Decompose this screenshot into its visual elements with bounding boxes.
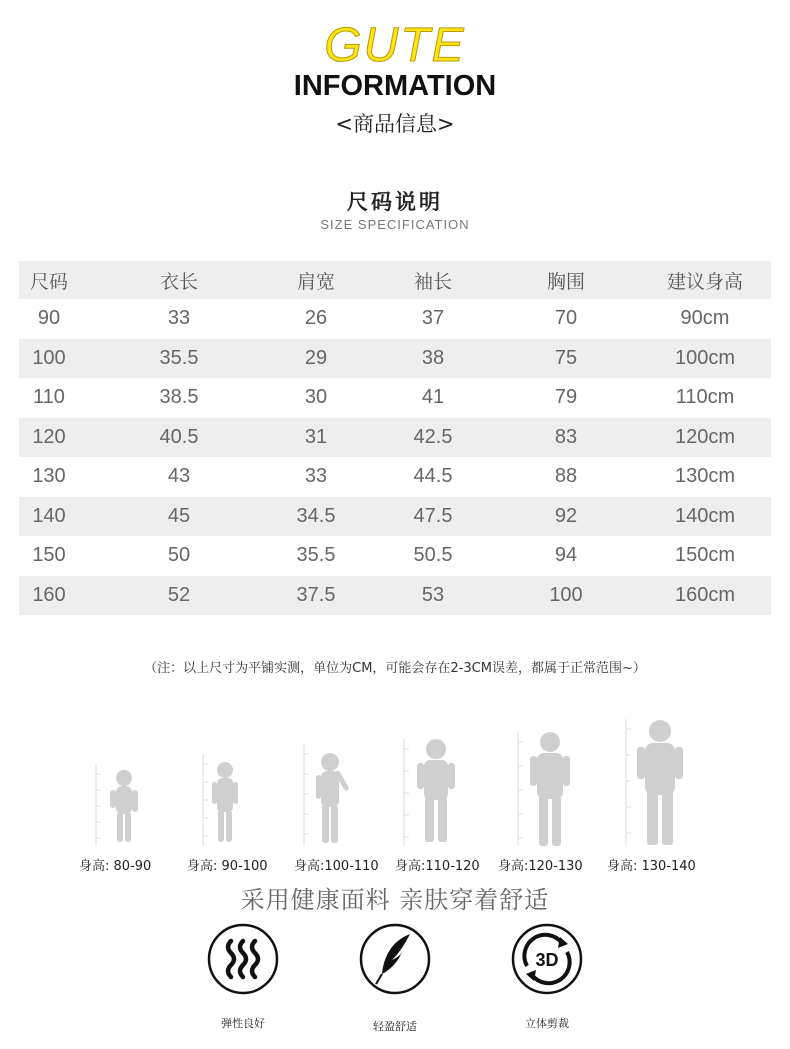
measurement-note: （注：以上尺寸为平铺实测，单位为CM，可能会存在2-3CM误差，都属于正常范围~） (144, 661, 646, 676)
table-cell: 33 (304, 465, 328, 488)
table-cell: 44.5 (413, 465, 453, 488)
child-silhouette-icon (398, 735, 468, 850)
table-cell: 75 (554, 346, 578, 369)
table-cell: 92 (554, 504, 578, 527)
table-cell: 100 (32, 346, 66, 369)
table-cell: 90cm (680, 307, 730, 330)
table-row (19, 576, 771, 616)
table-cell: 35.5 (159, 346, 199, 369)
table-cell: 41 (421, 386, 445, 409)
child-silhouette-icon (510, 728, 580, 850)
3d-icon-text: 3D (535, 950, 559, 970)
table-cell: 40.5 (159, 425, 199, 448)
table-cell: 47.5 (413, 504, 453, 527)
table-cell: 43 (167, 465, 191, 488)
table-row (19, 299, 771, 339)
table-cell: 130cm (674, 465, 736, 488)
table-row (19, 497, 771, 537)
table-row (19, 457, 771, 497)
table-cell: 160cm (674, 583, 736, 606)
feature-label: 弹性良好 (221, 1017, 265, 1030)
table-cell: 37 (421, 307, 445, 330)
table-cell: 140cm (674, 504, 736, 527)
table-cell: 30 (304, 386, 328, 409)
column-header: 胸围 (546, 270, 585, 293)
table-cell: 110 (33, 386, 65, 409)
table-row (19, 378, 771, 418)
table-cell: 45 (167, 504, 191, 527)
column-header: 尺码 (29, 270, 68, 293)
size-table (19, 261, 771, 615)
table-cell: 83 (554, 425, 578, 448)
height-label: 身高:100-110 (294, 859, 379, 874)
table-cell: 53 (421, 583, 445, 606)
table-cell: 52 (167, 583, 191, 606)
table-cell: 50.5 (413, 544, 453, 567)
child-silhouette-icon (88, 760, 148, 850)
child-silhouette-icon (618, 715, 693, 850)
table-cell: 31 (304, 425, 328, 448)
table-cell: 34.5 (296, 504, 336, 527)
table-cell: 70 (554, 307, 578, 330)
height-label: 身高:120-130 (498, 859, 583, 874)
table-cell: 33 (167, 307, 191, 330)
page-title: INFORMATION (293, 70, 497, 102)
feather-icon (358, 922, 432, 996)
table-cell: 160 (32, 583, 66, 606)
table-cell: 88 (554, 465, 578, 488)
table-cell: 120cm (674, 425, 736, 448)
brand-logo-text: GUTE (324, 19, 466, 72)
table-cell: 42.5 (413, 425, 453, 448)
table-cell: 26 (304, 307, 328, 330)
child-silhouette-icon (298, 740, 358, 850)
table-row (19, 418, 771, 458)
table-cell: 140 (32, 504, 66, 527)
table-cell: 50 (167, 544, 191, 567)
table-cell: 38 (421, 346, 445, 369)
table-row (19, 536, 771, 576)
table-cell: 94 (554, 544, 578, 567)
table-cell: 150 (32, 544, 66, 567)
table-cell: 100cm (674, 346, 736, 369)
3d-cut-icon (510, 922, 584, 996)
table-cell: 35.5 (296, 544, 336, 567)
table-cell: 38.5 (159, 386, 199, 409)
height-label: 身高: 130-140 (607, 859, 696, 874)
page-subtitle: <商品信息> (335, 112, 455, 136)
table-cell: 37.5 (296, 583, 336, 606)
stretch-waves-icon (206, 922, 280, 996)
table-cell: 90 (37, 307, 61, 330)
child-silhouette-icon (195, 750, 255, 850)
column-header: 袖长 (413, 270, 452, 293)
table-header-row (19, 261, 771, 299)
column-header: 衣长 (159, 270, 198, 293)
table-row (19, 339, 771, 379)
table-cell: 150cm (674, 544, 736, 567)
table-cell: 110cm (675, 386, 735, 409)
height-label: 身高: 90-100 (187, 859, 268, 874)
table-cell: 120 (32, 425, 66, 448)
table-cell: 100 (549, 583, 583, 606)
column-header: 建议身高 (666, 270, 743, 293)
column-header: 肩宽 (296, 270, 335, 293)
height-label: 身高:110-120 (395, 859, 480, 874)
height-label: 身高: 80-90 (79, 859, 152, 874)
size-section-title: 尺码说明 (347, 190, 443, 214)
feature-label: 立体剪裁 (525, 1017, 569, 1030)
table-cell: 79 (554, 386, 578, 409)
feature-label: 轻盈舒适 (373, 1020, 417, 1033)
fabric-slogan: 采用健康面料 亲肤穿着舒适 (240, 886, 550, 914)
table-cell: 130 (32, 465, 66, 488)
size-section-subtitle: SIZE SPECIFICATION (320, 217, 470, 232)
table-cell: 29 (304, 346, 328, 369)
